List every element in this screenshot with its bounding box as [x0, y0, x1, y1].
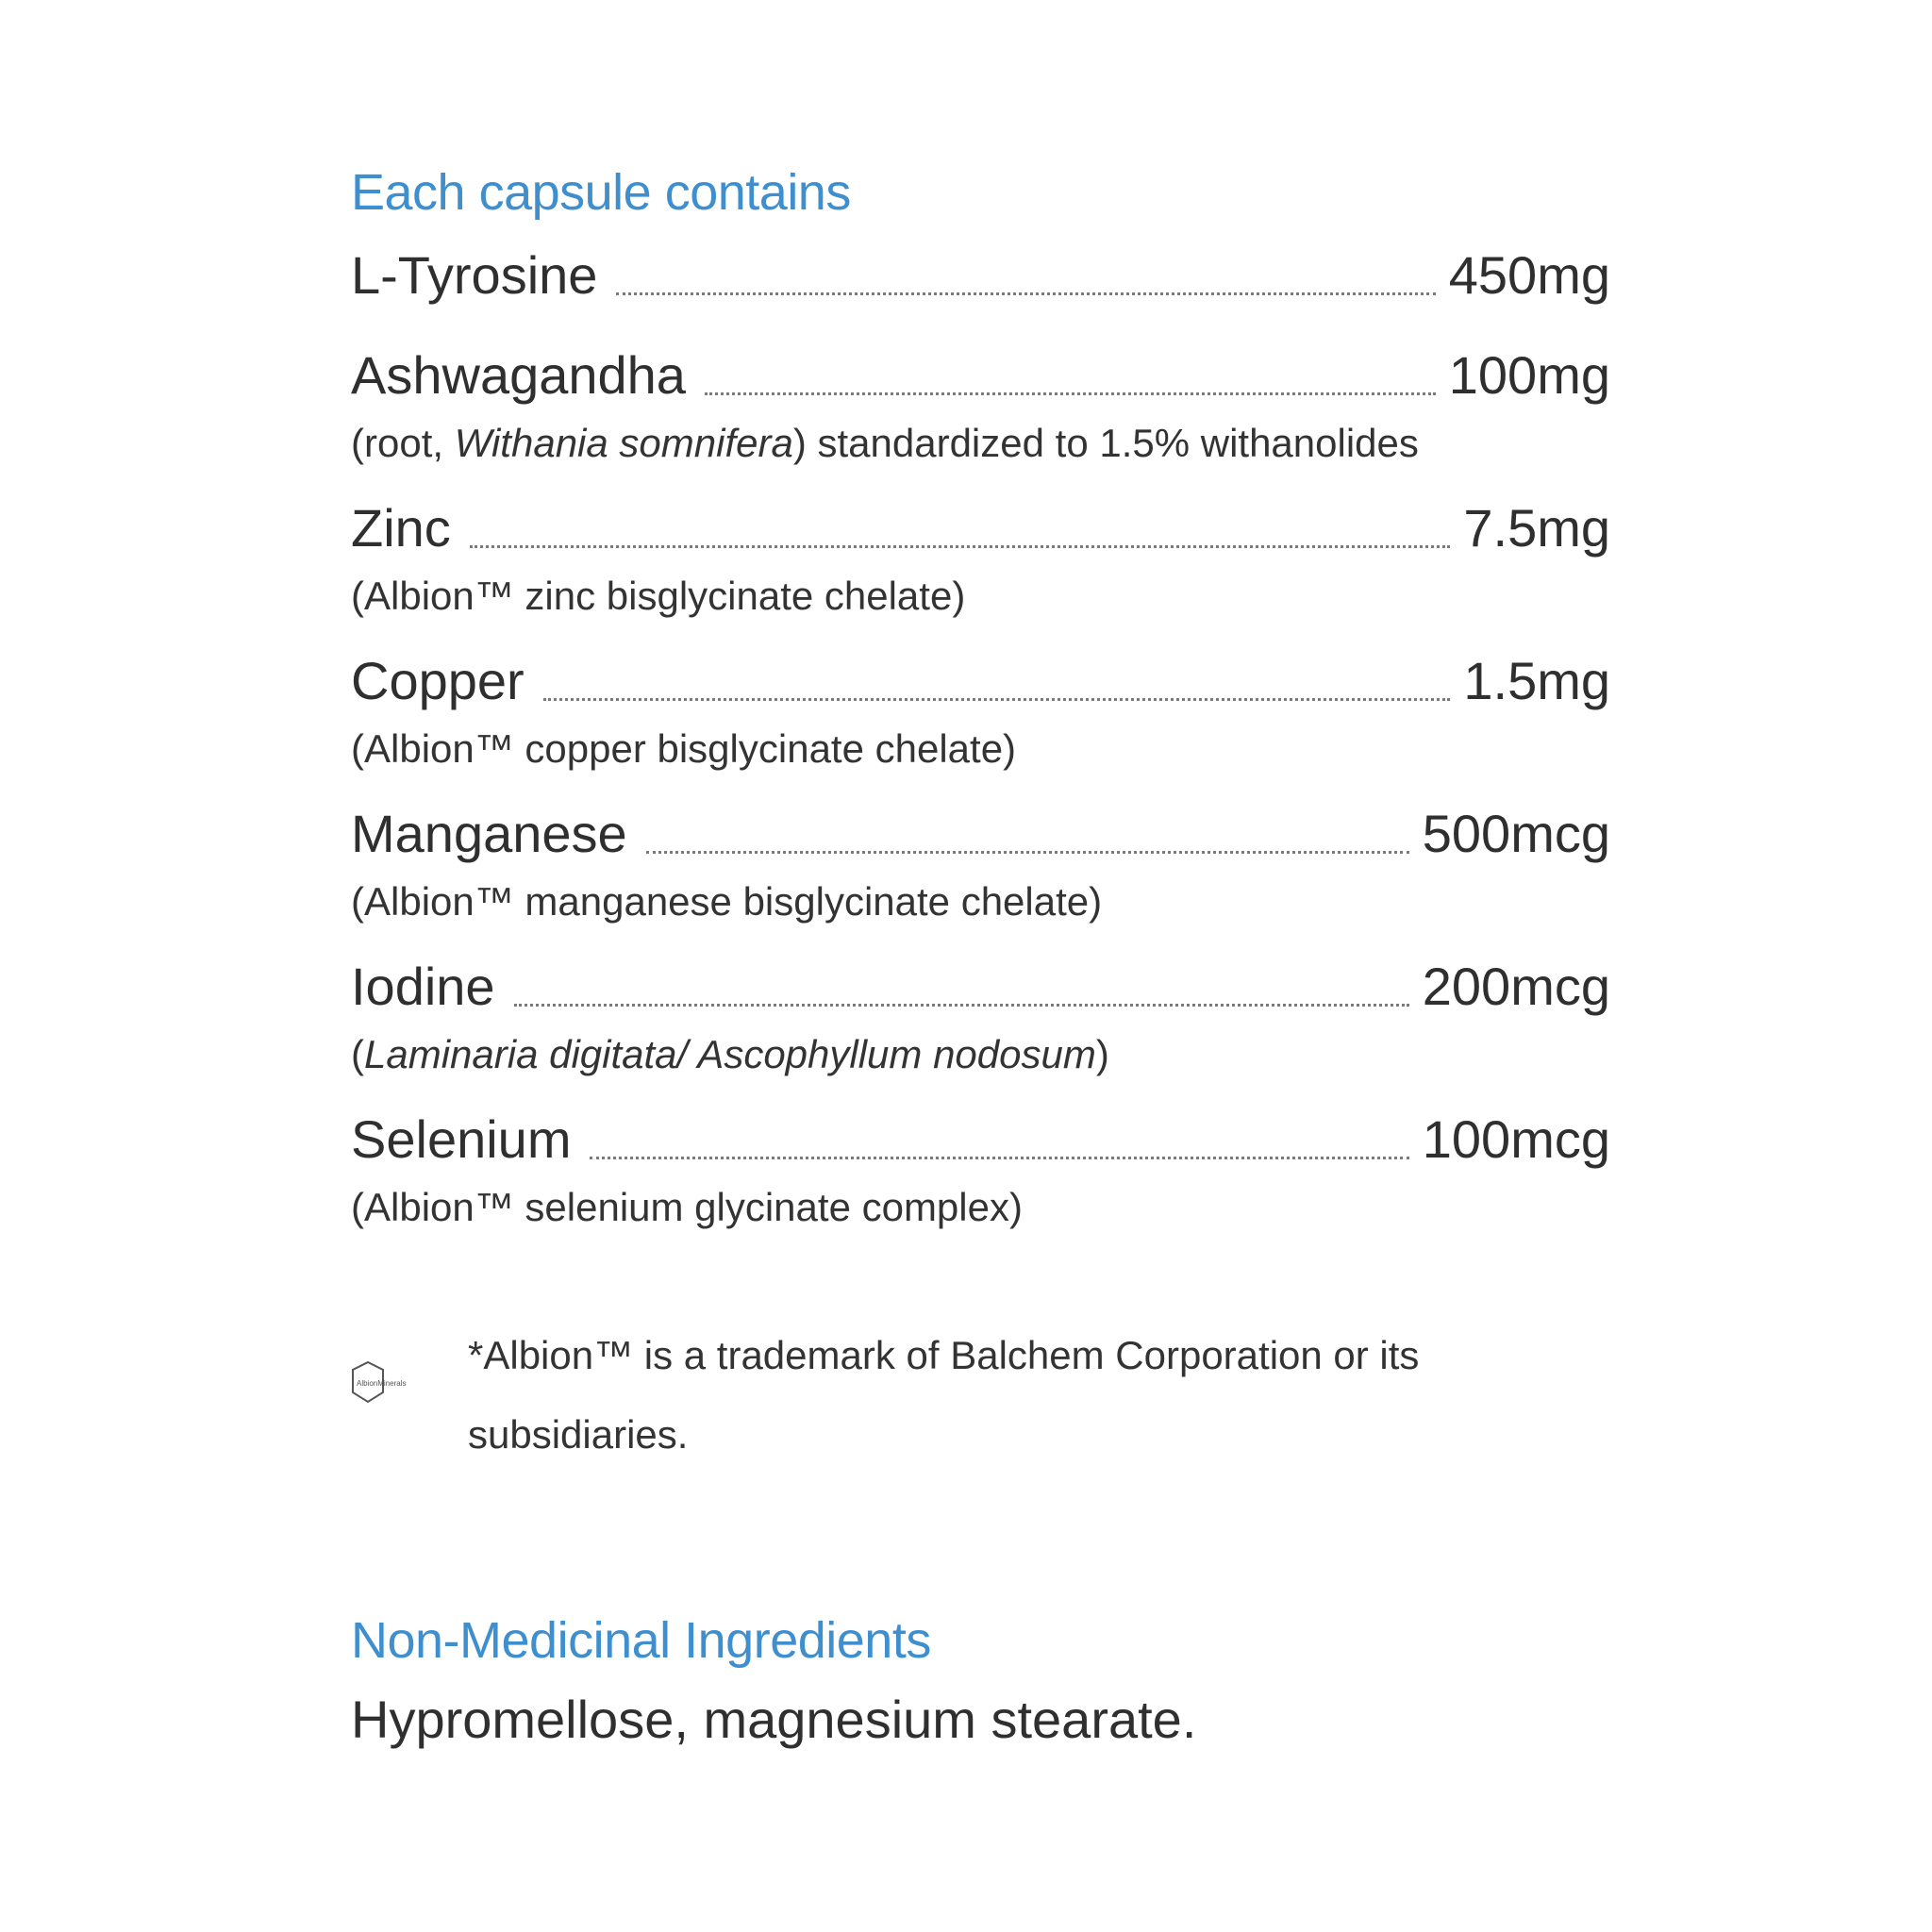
ingredient-note-latin-name: Laminaria digitata/ Ascophyllum nodosum [364, 1032, 1096, 1076]
ingredient-item [351, 638, 1610, 777]
logo-wordmark: AlbionMinerals [357, 1379, 407, 1388]
ingredient-amount: 1.5mg [1463, 651, 1610, 710]
ingredient-name: Copper [351, 651, 525, 710]
ingredient-name: Iodine [351, 957, 495, 1016]
dotted-leader [705, 392, 1436, 395]
trademark-footnote [351, 1316, 1610, 1474]
ingredient-note-latin-name: Withania somnifera [454, 421, 793, 465]
ingredient-item [351, 232, 1610, 319]
footnote-text: *Albion™ is a trademark of Balchem Corporation or its subsidiaries. [468, 1333, 1420, 1457]
ingredient-amount: 100mcg [1422, 1109, 1610, 1169]
ingredient-name: Manganese [351, 804, 627, 863]
ingredient-note [351, 1026, 1610, 1083]
ingredient-item [351, 332, 1610, 472]
ingredient-name: Selenium [351, 1109, 572, 1169]
ingredient-row [351, 485, 1610, 572]
dotted-leader [590, 1157, 1408, 1159]
ingredient-note: (Albion™ selenium glycinate complex) [351, 1185, 1023, 1229]
ingredient-row [351, 638, 1610, 724]
dotted-leader [543, 698, 1451, 701]
dotted-leader [616, 292, 1435, 295]
ingredient-note-prefix: ( [351, 1032, 364, 1076]
ingredient-item [351, 791, 1610, 930]
ingredient-amount: 100mg [1448, 345, 1610, 405]
non-medicinal-text: Hypromellose, magnesium stearate. [351, 1690, 1197, 1749]
ingredient-note-suffix: ) standardized to 1.5% withanolides [792, 421, 1419, 465]
dotted-leader [470, 545, 1451, 548]
ingredient-name: L-Tyrosine [351, 245, 598, 305]
ingredient-row [351, 791, 1610, 877]
ingredient-name: Ashwagandha [351, 345, 686, 405]
ingredient-panel [351, 160, 1610, 1249]
ingredient-item [351, 1096, 1610, 1236]
ingredient-note: (Albion™ zinc bisglycinate chelate) [351, 574, 966, 618]
dotted-leader [514, 1004, 1409, 1007]
section-heading-capsule: Each capsule contains [351, 164, 851, 221]
ingredient-row [351, 232, 1610, 319]
non-medicinal-section [351, 1608, 1610, 1754]
ingredient-note: (Albion™ manganese bisglycinate chelate) [351, 879, 1103, 924]
ingredient-amount: 500mcg [1422, 804, 1610, 863]
ingredient-note: (Albion™ copper bisglycinate chelate) [351, 726, 1017, 771]
ingredient-item [351, 485, 1610, 625]
ingredient-note-prefix: (root, [351, 421, 455, 465]
ingredient-note-suffix: ) [1095, 1032, 1109, 1076]
ingredient-note [351, 415, 1610, 472]
ingredient-amount: 200mcg [1422, 957, 1610, 1016]
section-heading-non-medicinal: Non-Medicinal Ingredients [351, 1612, 931, 1669]
ingredient-row [351, 1096, 1610, 1183]
ingredient-name: Zinc [351, 498, 451, 558]
albion-minerals-logo-icon [351, 1358, 462, 1415]
ingredient-row [351, 332, 1610, 419]
ingredient-amount: 7.5mg [1463, 498, 1610, 558]
ingredient-item [351, 943, 1610, 1083]
dotted-leader [646, 851, 1409, 854]
ingredient-row [351, 943, 1610, 1030]
ingredient-amount: 450mg [1448, 245, 1610, 305]
